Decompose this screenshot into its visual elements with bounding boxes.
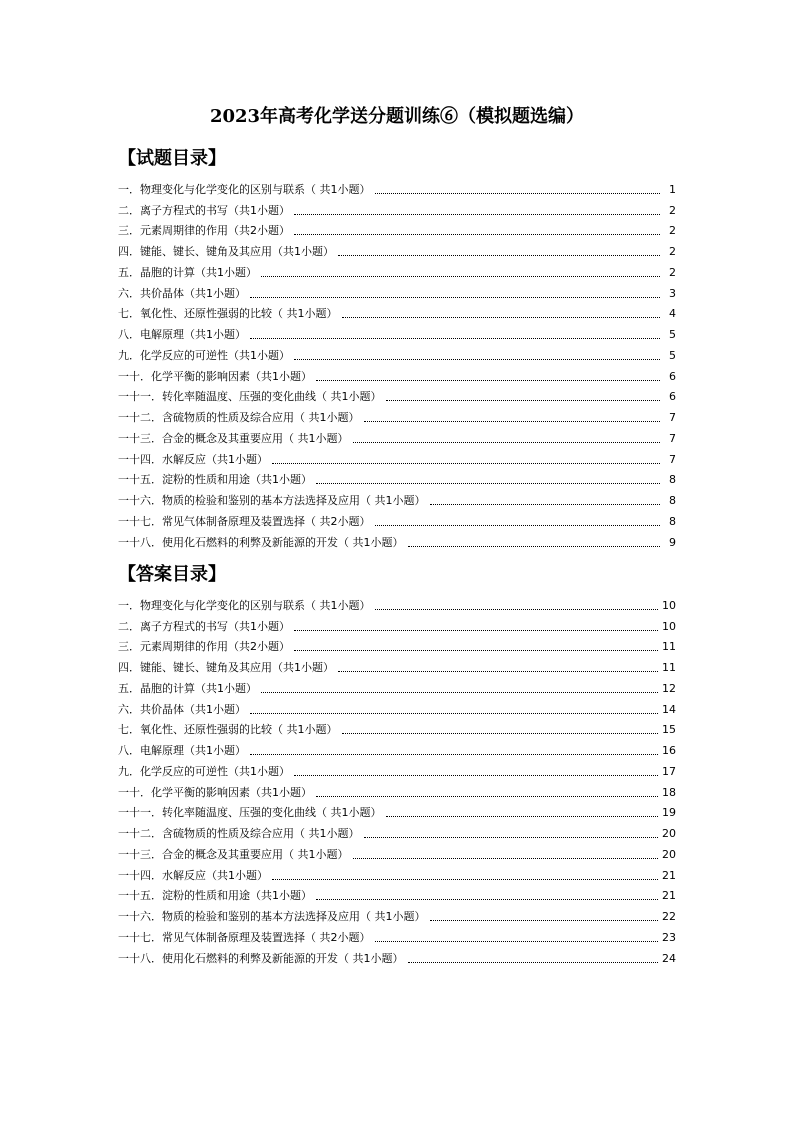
toc-dot-leader [430, 920, 659, 921]
toc-entry[interactable] [118, 425, 676, 446]
toc-entry-page-number: 12 [662, 681, 676, 695]
toc-entry-page-number: 6 [669, 390, 676, 404]
toc-entry-page-number: 8 [669, 473, 676, 487]
toc-entry-page-number: 20 [662, 827, 676, 840]
toc-entry-page-number: 16 [662, 744, 676, 757]
toc-entry-page-number: 21 [662, 889, 676, 903]
toc-entry[interactable] [118, 404, 676, 425]
toc-entry[interactable] [118, 758, 676, 779]
toc-dot-leader [316, 483, 660, 484]
toc-entry-page-number: 9 [669, 535, 676, 549]
toc-entry-page-number: 5 [669, 348, 676, 362]
toc-dot-leader [386, 400, 661, 401]
toc-entry[interactable] [118, 301, 676, 322]
toc-dot-leader [250, 338, 660, 339]
toc-entry-label: 一十二．含硫物质的性质及综合应用（ 共1小题） [118, 411, 360, 424]
toc-entry[interactable] [118, 903, 676, 924]
toc-entry-label: 一十六．物质的检验和鉴别的基本方法选择及应用（ 共1小题） [118, 494, 426, 507]
toc-entry[interactable] [118, 820, 676, 841]
toc-entry-label: 一十六．物质的检验和鉴别的基本方法选择及应用（ 共1小题） [118, 910, 426, 923]
toc-entry-label: 六．共价晶体（共1小题） [118, 286, 246, 300]
toc-dot-leader [430, 504, 661, 505]
toc-entry[interactable] [118, 862, 676, 883]
toc-entry-label: 一十四．水解反应（共1小题） [118, 868, 268, 882]
toc-entry[interactable] [118, 238, 676, 259]
answers-toc-list [118, 592, 676, 966]
toc-entry[interactable] [118, 654, 676, 675]
toc-entry-label: 七．氧化性、还原性强弱的比较（ 共1小题） [118, 307, 338, 321]
toc-entry-label: 一十一．转化率随温度、压强的变化曲线（ 共1小题） [118, 806, 382, 820]
toc-entry[interactable] [118, 634, 676, 655]
questions-toc-list [118, 176, 676, 550]
toc-entry-page-number: 8 [669, 494, 676, 507]
toc-entry[interactable] [118, 529, 676, 550]
toc-entry-page-number: 4 [669, 307, 676, 321]
toc-entry-label: 五．晶胞的计算（共1小题） [118, 265, 257, 279]
toc-entry-page-number: 8 [669, 514, 676, 528]
toc-entry-page-number: 10 [662, 598, 676, 612]
toc-dot-leader [294, 630, 658, 631]
toc-dot-leader [353, 858, 659, 859]
toc-entry[interactable] [118, 342, 676, 363]
toc-dot-leader [375, 193, 661, 194]
toc-entry-label: 一十八．使用化石燃料的利弊及新能源的开发（ 共1小题） [118, 535, 404, 549]
toc-entry-page-number: 11 [662, 661, 676, 674]
toc-entry-label: 一十八．使用化石燃料的利弊及新能源的开发（ 共1小题） [118, 951, 404, 965]
toc-dot-leader [342, 317, 661, 318]
toc-dot-leader [375, 525, 661, 526]
toc-entry[interactable] [118, 592, 676, 613]
toc-entry[interactable] [118, 508, 676, 529]
toc-entry[interactable] [118, 737, 676, 758]
toc-entry-label: 二．离子方程式的书写（共1小题） [118, 203, 290, 217]
toc-entry-page-number: 15 [662, 723, 676, 737]
toc-dot-leader [408, 546, 661, 547]
toc-entry-page-number: 11 [662, 640, 676, 654]
toc-entry-label: 一十七．常见气体制备原理及装置选择（ 共2小题） [118, 930, 371, 944]
toc-entry[interactable] [118, 280, 676, 301]
toc-dot-leader [386, 816, 659, 817]
toc-entry-label: 二．离子方程式的书写（共1小题） [118, 619, 290, 633]
questions-toc-heading: 【试题目录】 [118, 148, 226, 169]
toc-entry-label: 六．共价晶体（共1小题） [118, 702, 246, 716]
toc-entry-label: 三．元素周期律的作用（共2小题） [118, 640, 290, 654]
toc-dot-leader [364, 421, 661, 422]
toc-entry-label: 一十三．合金的概念及其重要应用（ 共1小题） [118, 431, 349, 445]
toc-entry[interactable] [118, 176, 676, 197]
toc-dot-leader [272, 463, 660, 464]
toc-entry-page-number: 7 [669, 411, 676, 424]
toc-entry[interactable] [118, 945, 676, 966]
toc-entry-page-number: 19 [662, 806, 676, 820]
toc-entry[interactable] [118, 467, 676, 488]
toc-entry[interactable] [118, 675, 676, 696]
toc-dot-leader [364, 837, 659, 838]
toc-entry-label: 一十．化学平衡的影响因素（共1小题） [118, 369, 312, 383]
toc-entry[interactable] [118, 717, 676, 738]
toc-entry-label: 一十三．合金的概念及其重要应用（ 共1小题） [118, 847, 349, 861]
toc-entry[interactable] [118, 363, 676, 384]
toc-entry-page-number: 24 [662, 951, 676, 965]
toc-dot-leader [316, 796, 658, 797]
toc-entry-label: 一．物理变化与化学变化的区别与联系（ 共1小题） [118, 598, 371, 612]
toc-entry[interactable] [118, 924, 676, 945]
toc-entry-page-number: 23 [662, 930, 676, 944]
toc-entry[interactable] [118, 487, 676, 508]
toc-entry[interactable] [118, 384, 676, 405]
toc-entry[interactable] [118, 779, 676, 800]
toc-entry[interactable] [118, 218, 676, 239]
toc-entry[interactable] [118, 696, 676, 717]
toc-entry-label: 一十四．水解反应（共1小题） [118, 452, 268, 466]
toc-entry-label: 一十二．含硫物质的性质及综合应用（ 共1小题） [118, 827, 360, 840]
toc-dot-leader [316, 899, 658, 900]
toc-dot-leader [353, 442, 661, 443]
toc-dot-leader [261, 692, 658, 693]
toc-entry-page-number: 1 [669, 182, 676, 196]
toc-dot-leader [338, 671, 658, 672]
toc-entry-label: 四．键能、键长、键角及其应用（共1小题） [118, 661, 334, 674]
toc-entry-page-number: 2 [669, 245, 676, 258]
toc-entry-page-number: 2 [669, 224, 676, 238]
toc-entry[interactable] [118, 800, 676, 821]
answers-toc-heading: 【答案目录】 [118, 564, 226, 585]
toc-entry-label: 一十．化学平衡的影响因素（共1小题） [118, 785, 312, 799]
toc-dot-leader [375, 609, 659, 610]
toc-entry-page-number: 7 [669, 452, 676, 466]
toc-entry-label: 四．键能、键长、键角及其应用（共1小题） [118, 245, 334, 258]
toc-entry[interactable] [118, 446, 676, 467]
toc-entry-label: 五．晶胞的计算（共1小题） [118, 681, 257, 695]
toc-entry-label: 九．化学反应的可逆性（共1小题） [118, 348, 290, 362]
toc-entry-page-number: 10 [662, 619, 676, 633]
toc-dot-leader [250, 297, 660, 298]
toc-entry-page-number: 22 [662, 910, 676, 923]
toc-entry-label: 一．物理变化与化学变化的区别与联系（ 共1小题） [118, 182, 371, 196]
toc-entry[interactable] [118, 883, 676, 904]
toc-entry-page-number: 18 [662, 785, 676, 799]
document-title: 2023年高考化学送分题训练⑥（模拟题选编） [209, 106, 585, 127]
toc-entry-page-number: 17 [662, 764, 676, 778]
toc-dot-leader [294, 234, 660, 235]
toc-entry-label: 八．电解原理（共1小题） [118, 744, 246, 757]
toc-entry-page-number: 20 [662, 847, 676, 861]
toc-entry[interactable] [118, 259, 676, 280]
toc-entry-page-number: 2 [669, 203, 676, 217]
toc-entry-label: 三．元素周期律的作用（共2小题） [118, 224, 290, 238]
toc-dot-leader [316, 380, 660, 381]
toc-dot-leader [294, 214, 660, 215]
toc-entry-page-number: 21 [662, 868, 676, 882]
toc-entry-page-number: 2 [669, 265, 676, 279]
toc-entry-label: 八．电解原理（共1小题） [118, 328, 246, 341]
toc-dot-leader [338, 255, 660, 256]
toc-entry[interactable] [118, 321, 676, 342]
toc-entry-label: 一十一．转化率随温度、压强的变化曲线（ 共1小题） [118, 390, 382, 404]
toc-entry-label: 一十五．淀粉的性质和用途（共1小题） [118, 889, 312, 903]
toc-dot-leader [294, 775, 658, 776]
toc-dot-leader [250, 754, 658, 755]
toc-entry[interactable] [118, 613, 676, 634]
toc-dot-leader [294, 650, 658, 651]
toc-entry-label: 一十七．常见气体制备原理及装置选择（ 共2小题） [118, 514, 371, 528]
toc-entry-page-number: 7 [669, 431, 676, 445]
toc-entry-page-number: 3 [669, 286, 676, 300]
toc-entry-label: 一十五．淀粉的性质和用途（共1小题） [118, 473, 312, 487]
toc-dot-leader [294, 359, 660, 360]
toc-dot-leader [342, 733, 659, 734]
toc-dot-leader [272, 879, 658, 880]
toc-dot-leader [375, 941, 659, 942]
toc-dot-leader [261, 276, 660, 277]
toc-entry-label: 九．化学反应的可逆性（共1小题） [118, 764, 290, 778]
toc-entry-page-number: 5 [669, 328, 676, 341]
toc-entry-page-number: 14 [662, 702, 676, 716]
toc-entry[interactable] [118, 197, 676, 218]
toc-dot-leader [408, 962, 659, 963]
toc-dot-leader [250, 713, 658, 714]
toc-entry[interactable] [118, 841, 676, 862]
toc-entry-label: 七．氧化性、还原性强弱的比较（ 共1小题） [118, 723, 338, 737]
toc-entry-page-number: 6 [669, 369, 676, 383]
